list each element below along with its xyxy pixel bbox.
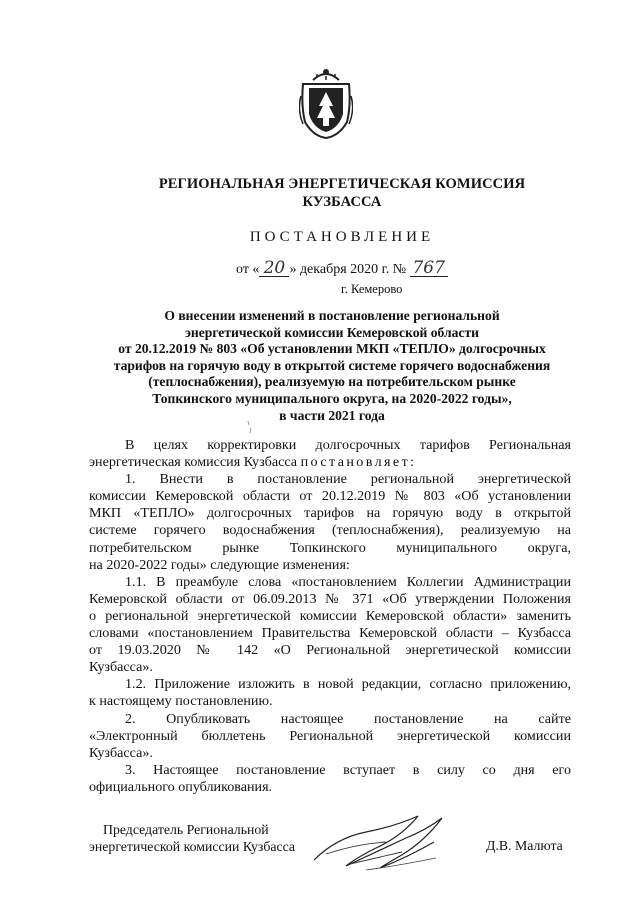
body-text: энергетическая комиссия Кузбасса [89, 454, 301, 471]
body-line: от 19.03.2020 № 142 «О Региональной энергетической комиссии [89, 642, 571, 659]
date-day-handwritten: 20 [259, 260, 289, 277]
signatory-position-line: энергетической комиссии Кузбасса [89, 839, 296, 854]
body-line [89, 454, 571, 471]
date-middle: » декабря 2020 г. № [289, 262, 407, 277]
body-line: Кузбасса». [89, 659, 153, 676]
title-line: от 20.12.2019 № 803 «Об установлении МКП «ТЕПЛО» долгосрочных [118, 341, 546, 357]
organization-region: КУЗБАССА [302, 194, 382, 210]
body-text-spaced: постановляет [300, 454, 411, 471]
document-body [89, 437, 571, 796]
body-line: 1.1. В преамбуле слова «постановлением Коллегии Администрации [125, 573, 571, 590]
body-line: потребительском рынке Топкинского муниципального округа, [89, 539, 571, 556]
body-line: о региональной энергетической комиссии Кемеровской области» заменить [89, 607, 571, 624]
body-line: официального опубликования. [89, 778, 273, 795]
title-line: О внесении изменений в постановление региональной [164, 308, 500, 323]
title-line: в части 2021 года [279, 407, 385, 423]
body-line: комиссии Кемеровской области от 20.12.2019 № 803 «Об установлении [89, 488, 571, 505]
document-number-handwritten: 767 [410, 260, 448, 277]
body-line: 2. Опубликовать настоящее постановление на сайте [125, 710, 571, 727]
city: г. Кемерово [341, 282, 403, 296]
date-prefix: от « [236, 262, 260, 277]
signatory-position [89, 821, 296, 855]
body-line: Кузбасса». [89, 744, 153, 761]
document-type: ПОСТАНОВЛЕНИЕ [249, 229, 435, 245]
body-line: В целях корректировки долгосрочных тарифов Региональная [125, 437, 571, 453]
body-line: Кемеровской области от 06.09.2013 № 371 «Об утверждении Положения [89, 590, 571, 607]
title-line: (теплоснабжения), реализуемую на потребительском рынке [148, 374, 516, 390]
body-line: 1.2. Приложение изложить в новой редакции, согласно приложению, [125, 676, 571, 693]
body-text: : [410, 454, 415, 471]
title-line: Топкинского муниципального округа, на 2020-2022 годы», [152, 390, 512, 406]
scan-mark [246, 419, 254, 435]
organization-name: РЕГИОНАЛЬНАЯ ЭНЕРГЕТИЧЕСКАЯ КОМИССИЯ [158, 176, 526, 192]
body-line: словами «постановлением Правительства Кемеровской области – Кузбасса [89, 625, 571, 642]
body-line: 1. Внести в постановление региональной энергетической [125, 471, 571, 488]
body-line: к настоящему постановлению. [89, 693, 273, 710]
title-line: тарифов на горячую воду в открытой системе горячего водоснабжения [113, 357, 551, 373]
body-line: МКП «ТЕПЛО» долгосрочных тарифов на горячую воду в открытой [89, 505, 571, 522]
body-line: 3. Настоящее постановление вступает в силу со дня его [125, 761, 571, 778]
body-line: «Электронный бюллетень Региональной энергетической комиссии [89, 727, 571, 744]
title-line: энергетической комиссии Кемеровской области [185, 324, 479, 340]
body-line: системе горячего водоснабжения (теплоснабжения), реализуемую на [89, 522, 571, 539]
coat-of-arms-emblem [299, 66, 353, 140]
signatory-position-line: Председатель Региональной [103, 822, 269, 837]
body-line: на 2020-2022 годы» следующие изменения: [89, 556, 350, 573]
signatory-name: Д.В. Малюта [486, 838, 563, 853]
handwritten-signature [306, 808, 486, 876]
document-title [92, 308, 572, 424]
date-number-line [236, 260, 448, 278]
